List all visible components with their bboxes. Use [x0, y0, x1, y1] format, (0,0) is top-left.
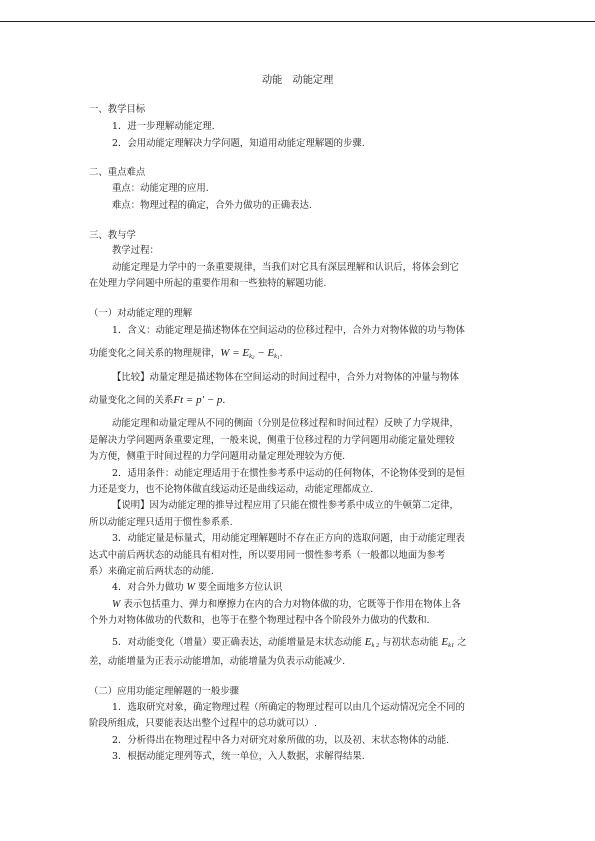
formula-symbol: E	[242, 347, 250, 359]
paragraph-line	[89, 347, 283, 365]
paragraph-line: 力还是变力，也不论物体做直线运动还是曲线运动，动能定理都成立.	[89, 484, 374, 495]
objective-item: 2．会用动能定理解决力学问题，知道用动能定理解题的步骤.	[112, 138, 365, 149]
page-title: 动能 动能定理	[262, 75, 334, 86]
teaching-process-label: 教学过程：	[112, 245, 159, 256]
initial-kinetic-energy-symbol	[441, 636, 454, 648]
paragraph-line: 个外力对物体做功的代数和，也等于在整个物理过程中各个阶段外力做功的代数和.	[89, 615, 430, 626]
paragraph-line: 达式中前后两状态的动能具有相对性，所以要用同一惯性参考系（一般都以地面为参考	[89, 550, 446, 561]
work-symbol: W	[112, 599, 121, 610]
paragraph-line	[112, 582, 282, 594]
inline-text: 要全面地多方位认识	[194, 582, 283, 593]
kinetic-energy-theorem-formula	[220, 347, 279, 359]
paragraph-line	[89, 394, 225, 407]
formula-symbol: 2	[252, 356, 255, 361]
subsection-heading-steps: （二）应用功能定理解题的一般步骤	[89, 686, 240, 697]
paragraph-line: 【说明】因为动能定理的推导过程应用了只能在惯性参考系中成立的牛顿第二定律，	[112, 500, 459, 511]
paragraph-line: 动能定理是力学中的一条重要规律，当我们对它具有深层理解和认识后，将体会到它	[112, 262, 459, 273]
formula-symbol: k	[274, 353, 278, 360]
inline-text: .	[222, 395, 226, 406]
formula-symbol: k1	[448, 642, 455, 649]
formula-symbol: E	[267, 347, 275, 359]
step-item: 1．选取研究对象，确定物理过程（所确定的物理过程可以由几个运动情况完全不同的	[112, 702, 465, 713]
paragraph-line: 在处理力学问题中所起的重要作用和一些独特的解题功能.	[89, 278, 327, 289]
difficult-point: 难点：物理过程的确定，合外力做功的正确表达.	[112, 200, 312, 211]
momentum-theorem-formula: Ft = p′ − p	[173, 394, 223, 406]
objective-item: 1．进一步理解动能定理.	[112, 121, 215, 132]
compare-tag: 【比较】	[112, 372, 150, 383]
paragraph-line: 动能定理和动量定理从不同的侧面（分别是位移过程和时间过程）反映了力学规律，	[112, 418, 459, 429]
section-heading-objectives: 一、教学目标	[89, 104, 146, 115]
inline-text: 之	[454, 637, 467, 648]
formula-symbol: W	[220, 347, 230, 359]
paragraph-line: 是解决力学问题两条重要定理，一般来说，侧重于位移过程的力学问题用动能定量处理较	[89, 435, 455, 446]
formula-symbol: k	[249, 353, 252, 360]
section-heading-key-points: 二、重点难点	[89, 167, 146, 178]
subsection-heading-understanding: （一）对动能定理的理解	[89, 308, 193, 319]
work-symbol: W	[186, 582, 195, 593]
inline-text: 4．对合外力做功	[112, 582, 187, 593]
formula-symbol: −	[254, 347, 268, 359]
formula-symbol: E	[441, 636, 449, 648]
paragraph-line: 3．动能定量是标量式，用动能定理解题时不存在正方向的选取问题，由于动能定理表	[112, 533, 465, 544]
formula-symbol: =	[229, 347, 243, 359]
section-heading-teaching: 三、教与学	[89, 230, 136, 241]
paragraph-line: 2．适用条件：动能定理适用于在惯性参考系中运动的任何物体，不论物体受到的是恒	[112, 468, 465, 479]
step-item-continued: 阶段所组成，只要能表达出整个过程中的总功就可以）.	[89, 718, 317, 729]
inline-text: 功能变化之间关系的物理规律，	[89, 348, 221, 359]
paragraph-line: 1．含义：动能定理是描述物体在空间运动的位移过程中，合外力对物体做的功与物体	[112, 325, 465, 336]
formula-symbol: k 2	[371, 642, 380, 649]
paragraph-line: 所以动能定理只适用于惯性参系系.	[89, 517, 233, 528]
formula-symbol: E	[364, 636, 372, 648]
inline-text: 与初状态动能	[379, 637, 442, 648]
paragraph-line	[112, 372, 459, 384]
inline-text: 动量变化之间的关系	[89, 395, 174, 406]
step-item: 3．根据动能定理列等式，统一单位，入人数据，求解得结果.	[112, 751, 365, 762]
paragraph-line: 差，动能增量为正表示动能增加，动能增量为负表示动能减少.	[89, 656, 346, 667]
inline-text: 动量定理是描述物体在空间运动的时间过程中，合外力对物体的冲量与物体	[149, 372, 459, 383]
paragraph-line	[112, 599, 461, 611]
formula-symbol: 1	[277, 356, 280, 361]
paragraph-line: 为方便，侧重于时间过程的力学问题用动量定理处理较为方便.	[89, 451, 346, 462]
inline-text: 5．对动能变化（增量）要正确表达，动能增量是末状态动能	[112, 637, 365, 648]
inline-text: 表示包括重力、弹力和摩擦力在内的合力对物体做的功，它既等于作用在物体上各	[120, 599, 461, 610]
paragraph-line	[112, 636, 467, 652]
key-point: 重点：动能定理的应用.	[112, 183, 209, 194]
inline-text: .	[279, 348, 283, 359]
paragraph-line: 系）来确定前后两状态的动能.	[89, 566, 214, 577]
header-rule	[0, 21, 595, 22]
step-item: 2．分析得出在物理过程中各力对研究对象所做的功，以及初、末状态物体的动能.	[112, 735, 450, 746]
final-kinetic-energy-symbol	[365, 636, 380, 648]
